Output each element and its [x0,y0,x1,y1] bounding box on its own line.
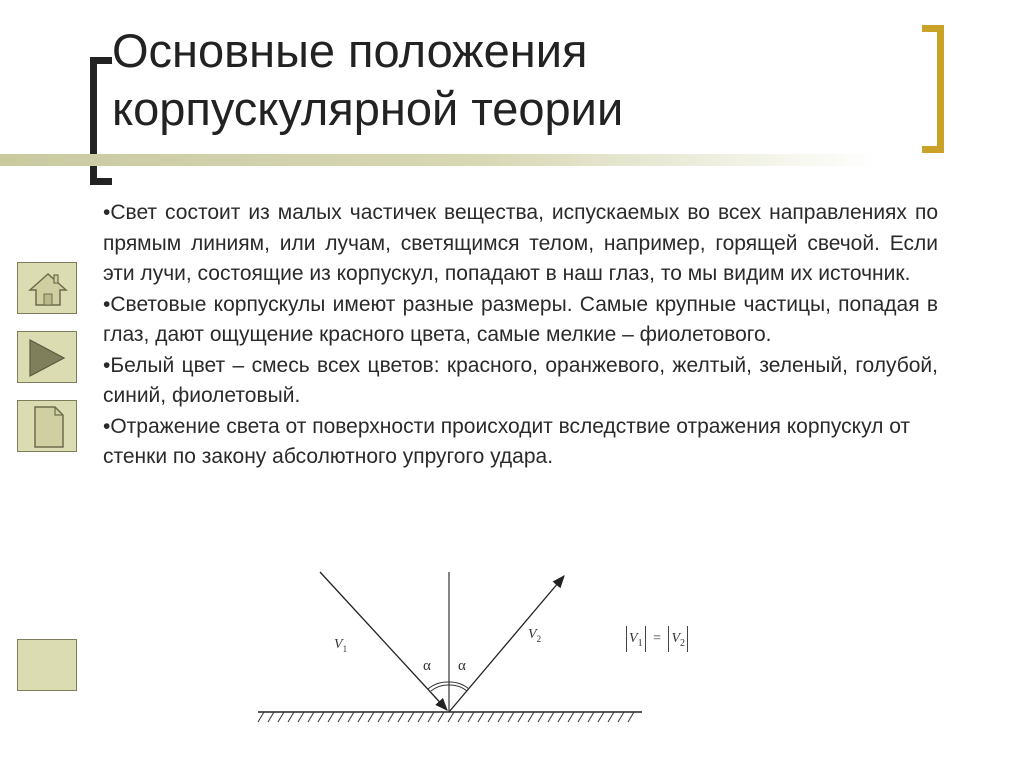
bullet-3: •Белый цвет – смесь всех цветов: красного, оранжевого, желтый, зеленый, голубой, синий, фиолетовый. [103,353,938,407]
bullet-4: •Отражение света от поверхности происходит вследствие отражения корпускул от стенки по закону абсолютного упругого удара. [103,414,911,468]
blank-button[interactable] [17,639,77,691]
title-bracket-right [922,25,944,153]
reflected-ray [449,576,564,712]
slide-title [112,22,892,138]
angle-label-reflected: α [458,658,466,674]
document-icon [18,401,78,453]
house-icon [18,263,78,315]
v2-label: $V_2$ [528,627,542,644]
title-line-1: Основные положения [112,24,588,77]
v1-label: $V_1$ [334,637,348,654]
next-button[interactable] [17,331,77,383]
speed-equality-formula: $V_1 = V_2$ [624,626,690,652]
play-triangle-icon [18,332,78,384]
document-button[interactable] [17,400,77,452]
bullet-list [103,198,938,473]
bullet-1: •Свет состоит из малых частичек вещества, испускаемых во всех направлениях по прямым линиям, или лучам, светящимся телом, например, горящей свечой. Если эти лучи, состоящие из корпускул, попадают в наш глаз, то мы видим их источник. [103,201,938,285]
angle-arc-incident-inner [431,685,449,691]
surface-hatching [258,712,634,722]
angle-label-incident: α [423,658,431,674]
title-divider [0,154,880,166]
home-button[interactable] [17,262,77,314]
title-line-2: корпускулярной теории [112,82,624,135]
reflection-diagram [250,560,650,735]
bullet-2: •Световые корпускулы имеют разные размеры. Самые крупные частицы, попадая в глаз, дают ощущение красного цвета, самые мелкие – фиолетового. [103,292,938,346]
